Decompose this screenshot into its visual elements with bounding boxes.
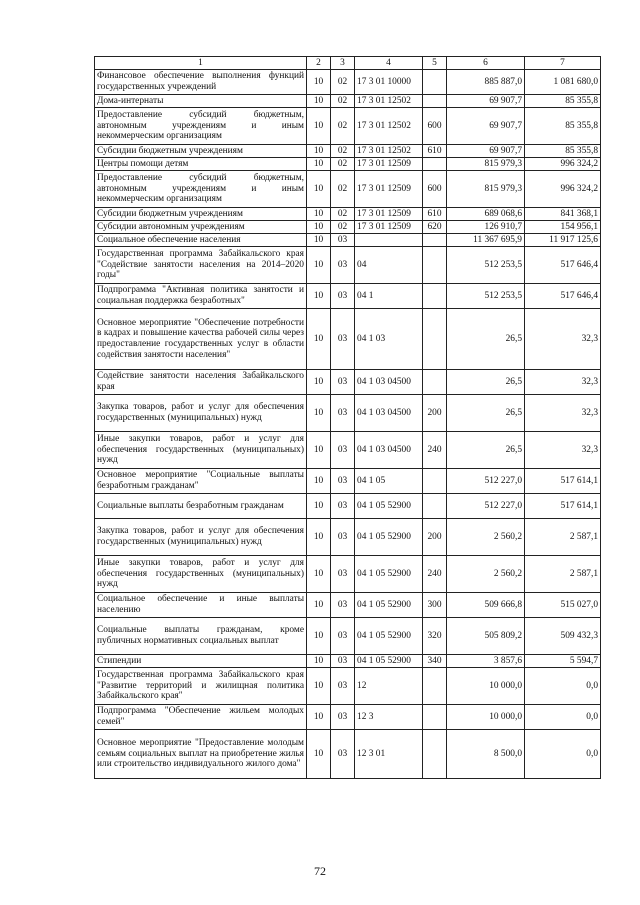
cell-target-article xyxy=(355,234,423,247)
header-row xyxy=(95,57,601,70)
cell-amount-col6: 815 979,3 xyxy=(447,158,525,171)
cell-expense-type xyxy=(423,234,447,247)
cell-target-article: 04 1 05 52900 xyxy=(355,519,423,556)
cell-amount-col6: 69 907,7 xyxy=(447,108,525,145)
cell-razdel: 10 xyxy=(307,145,331,158)
cell-podrazdel: 02 xyxy=(331,221,355,234)
cell-razdel: 10 xyxy=(307,593,331,618)
cell-name: Финансовое обеспечение выполнения функций государственных учреждений xyxy=(95,70,307,95)
cell-amount-col7: 5 594,7 xyxy=(525,655,601,668)
cell-podrazdel: 03 xyxy=(331,519,355,556)
cell-razdel: 10 xyxy=(307,208,331,221)
cell-name: Центры помощи детям xyxy=(95,158,307,171)
table-row xyxy=(95,108,601,145)
cell-razdel: 10 xyxy=(307,247,331,284)
cell-name: Основное мероприятие "Обеспечение потребности в кадрах и повышение качества рабочей силы через предоставление государственных услуг в области содействия занятости населения" xyxy=(95,309,307,370)
cell-podrazdel: 03 xyxy=(331,234,355,247)
cell-target-article: 12 3 xyxy=(355,705,423,730)
cell-podrazdel: 03 xyxy=(331,469,355,494)
cell-amount-col6: 505 809,2 xyxy=(447,618,525,655)
cell-expense-type xyxy=(423,705,447,730)
cell-expense-type: 240 xyxy=(423,556,447,593)
cell-razdel: 10 xyxy=(307,158,331,171)
cell-name: Дома-интернаты xyxy=(95,95,307,108)
cell-amount-col6: 26,5 xyxy=(447,309,525,370)
cell-amount-col7: 32,3 xyxy=(525,432,601,469)
cell-target-article: 04 1 03 xyxy=(355,309,423,370)
cell-amount-col7: 517 614,1 xyxy=(525,494,601,519)
cell-amount-col6: 69 907,7 xyxy=(447,95,525,108)
table-row xyxy=(95,247,601,284)
cell-amount-col6: 126 910,7 xyxy=(447,221,525,234)
table-row xyxy=(95,208,601,221)
cell-name: Предоставление субсидий бюджетным, автономным учреждениям и иным некоммерческим организациям xyxy=(95,108,307,145)
cell-target-article: 17 3 01 10000 xyxy=(355,70,423,95)
cell-podrazdel: 03 xyxy=(331,284,355,309)
cell-amount-col7: 85 355,8 xyxy=(525,95,601,108)
cell-target-article: 04 1 03 04500 xyxy=(355,370,423,395)
cell-expense-type xyxy=(423,730,447,779)
cell-podrazdel: 03 xyxy=(331,593,355,618)
cell-amount-col6: 512 253,5 xyxy=(447,247,525,284)
cell-podrazdel: 03 xyxy=(331,730,355,779)
column-header-6: 6 xyxy=(447,57,525,70)
cell-podrazdel: 03 xyxy=(331,556,355,593)
cell-podrazdel: 03 xyxy=(331,370,355,395)
cell-razdel: 10 xyxy=(307,370,331,395)
cell-razdel: 10 xyxy=(307,108,331,145)
cell-amount-col7: 154 956,1 xyxy=(525,221,601,234)
cell-podrazdel: 03 xyxy=(331,432,355,469)
cell-expense-type: 300 xyxy=(423,593,447,618)
cell-name: Субсидии бюджетным учреждениям xyxy=(95,208,307,221)
cell-expense-type xyxy=(423,284,447,309)
cell-target-article: 04 1 05 52900 xyxy=(355,556,423,593)
cell-amount-col7: 2 587,1 xyxy=(525,556,601,593)
cell-amount-col7: 515 027,0 xyxy=(525,593,601,618)
cell-target-article: 04 1 05 xyxy=(355,469,423,494)
cell-podrazdel: 03 xyxy=(331,668,355,705)
cell-podrazdel: 02 xyxy=(331,208,355,221)
cell-expense-type xyxy=(423,95,447,108)
cell-expense-type: 610 xyxy=(423,208,447,221)
cell-name: Социальные выплаты безработным гражданам xyxy=(95,494,307,519)
table-row xyxy=(95,432,601,469)
cell-amount-col7: 996 324,2 xyxy=(525,171,601,208)
cell-expense-type xyxy=(423,158,447,171)
cell-name: Субсидии автономным учреждениям xyxy=(95,221,307,234)
table-row xyxy=(95,519,601,556)
cell-name: Основное мероприятие "Предоставление молодым семьям социальных выплат на приобретение жилья или строительство индивидуального жилого дома" xyxy=(95,730,307,779)
cell-expense-type xyxy=(423,370,447,395)
table-row xyxy=(95,70,601,95)
cell-expense-type: 320 xyxy=(423,618,447,655)
cell-amount-col7: 1 081 680,0 xyxy=(525,70,601,95)
cell-name: Содействие занятости населения Забайкальского края xyxy=(95,370,307,395)
cell-podrazdel: 03 xyxy=(331,395,355,432)
table-row xyxy=(95,705,601,730)
cell-target-article: 04 1 05 52900 xyxy=(355,494,423,519)
cell-amount-col7: 32,3 xyxy=(525,309,601,370)
cell-razdel: 10 xyxy=(307,705,331,730)
cell-razdel: 10 xyxy=(307,70,331,95)
column-header-3: 3 xyxy=(331,57,355,70)
cell-name: Закупка товаров, работ и услуг для обеспечения государственных (муниципальных) нужд xyxy=(95,519,307,556)
cell-razdel: 10 xyxy=(307,618,331,655)
cell-target-article: 04 1 05 52900 xyxy=(355,593,423,618)
budget-table xyxy=(94,56,601,779)
cell-razdel: 10 xyxy=(307,95,331,108)
table-body xyxy=(95,70,601,779)
table-row xyxy=(95,668,601,705)
cell-podrazdel: 02 xyxy=(331,171,355,208)
table-row xyxy=(95,171,601,208)
cell-podrazdel: 02 xyxy=(331,95,355,108)
cell-amount-col7: 85 355,8 xyxy=(525,108,601,145)
cell-amount-col6: 689 068,6 xyxy=(447,208,525,221)
cell-target-article: 12 xyxy=(355,668,423,705)
cell-razdel: 10 xyxy=(307,432,331,469)
table-row xyxy=(95,593,601,618)
table-row xyxy=(95,145,601,158)
cell-razdel: 10 xyxy=(307,655,331,668)
cell-name: Подпрограмма "Активная политика занятости и социальная поддержка безработных" xyxy=(95,284,307,309)
cell-razdel: 10 xyxy=(307,234,331,247)
table-row xyxy=(95,158,601,171)
cell-amount-col7: 517 614,1 xyxy=(525,469,601,494)
cell-name: Закупка товаров, работ и услуг для обеспечения государственных (муниципальных) нужд xyxy=(95,395,307,432)
cell-expense-type xyxy=(423,494,447,519)
cell-target-article: 17 3 01 12509 xyxy=(355,158,423,171)
cell-target-article: 17 3 01 12502 xyxy=(355,145,423,158)
cell-podrazdel: 02 xyxy=(331,145,355,158)
cell-target-article: 17 3 01 12509 xyxy=(355,208,423,221)
cell-amount-col7: 32,3 xyxy=(525,370,601,395)
cell-amount-col7: 0,0 xyxy=(525,668,601,705)
cell-amount-col6: 512 253,5 xyxy=(447,284,525,309)
cell-target-article: 17 3 01 12502 xyxy=(355,95,423,108)
cell-razdel: 10 xyxy=(307,395,331,432)
cell-target-article: 17 3 01 12509 xyxy=(355,221,423,234)
column-header-4: 4 xyxy=(355,57,423,70)
cell-razdel: 10 xyxy=(307,221,331,234)
cell-amount-col6: 26,5 xyxy=(447,395,525,432)
cell-name: Основное мероприятие "Социальные выплаты безработным гражданам" xyxy=(95,469,307,494)
cell-target-article: 04 1 xyxy=(355,284,423,309)
cell-expense-type: 620 xyxy=(423,221,447,234)
cell-amount-col6: 2 560,2 xyxy=(447,519,525,556)
cell-name: Подпрограмма "Обеспечение жильем молодых семей" xyxy=(95,705,307,730)
column-header-1: 1 xyxy=(95,57,307,70)
table-row xyxy=(95,395,601,432)
table-row xyxy=(95,370,601,395)
cell-expense-type xyxy=(423,309,447,370)
column-header-2: 2 xyxy=(307,57,331,70)
cell-razdel: 10 xyxy=(307,309,331,370)
cell-razdel: 10 xyxy=(307,730,331,779)
cell-amount-col6: 3 857,6 xyxy=(447,655,525,668)
cell-amount-col7: 32,3 xyxy=(525,395,601,432)
table-row xyxy=(95,494,601,519)
cell-amount-col6: 509 666,8 xyxy=(447,593,525,618)
table-row xyxy=(95,221,601,234)
cell-name: Социальное обеспечение населения xyxy=(95,234,307,247)
cell-expense-type xyxy=(423,469,447,494)
cell-amount-col7: 0,0 xyxy=(525,730,601,779)
cell-podrazdel: 03 xyxy=(331,247,355,284)
cell-name: Иные закупки товаров, работ и услуг для обеспечения государственных (муниципальных) нужд xyxy=(95,432,307,469)
cell-podrazdel: 02 xyxy=(331,158,355,171)
cell-amount-col6: 26,5 xyxy=(447,432,525,469)
cell-target-article: 04 1 05 52900 xyxy=(355,655,423,668)
cell-amount-col6: 8 500,0 xyxy=(447,730,525,779)
cell-expense-type: 600 xyxy=(423,108,447,145)
cell-podrazdel: 03 xyxy=(331,618,355,655)
cell-name: Социальные выплаты гражданам, кроме публичных нормативных социальных выплат xyxy=(95,618,307,655)
table-row xyxy=(95,95,601,108)
cell-razdel: 10 xyxy=(307,519,331,556)
cell-razdel: 10 xyxy=(307,284,331,309)
cell-amount-col7: 85 355,8 xyxy=(525,145,601,158)
cell-name: Иные закупки товаров, работ и услуг для обеспечения государственных (муниципальных) нужд xyxy=(95,556,307,593)
cell-amount-col6: 512 227,0 xyxy=(447,494,525,519)
cell-expense-type xyxy=(423,70,447,95)
cell-podrazdel: 03 xyxy=(331,655,355,668)
table-row xyxy=(95,309,601,370)
table-row xyxy=(95,730,601,779)
cell-amount-col6: 815 979,3 xyxy=(447,171,525,208)
cell-target-article: 04 1 03 04500 xyxy=(355,395,423,432)
table-row xyxy=(95,556,601,593)
cell-amount-col6: 11 367 695,9 xyxy=(447,234,525,247)
cell-amount-col6: 10 000,0 xyxy=(447,668,525,705)
table-row xyxy=(95,469,601,494)
cell-amount-col7: 517 646,4 xyxy=(525,284,601,309)
cell-razdel: 10 xyxy=(307,556,331,593)
table-row xyxy=(95,655,601,668)
cell-target-article: 04 1 05 52900 xyxy=(355,618,423,655)
cell-expense-type: 200 xyxy=(423,395,447,432)
cell-razdel: 10 xyxy=(307,668,331,705)
cell-target-article: 17 3 01 12502 xyxy=(355,108,423,145)
cell-amount-col6: 2 560,2 xyxy=(447,556,525,593)
cell-amount-col6: 512 227,0 xyxy=(447,469,525,494)
page-number: 72 xyxy=(314,864,326,878)
cell-name: Государственная программа Забайкальского края "Содействие занятости населения на 2014–2020 годы" xyxy=(95,247,307,284)
cell-podrazdel: 03 xyxy=(331,705,355,730)
cell-amount-col7: 996 324,2 xyxy=(525,158,601,171)
table-row xyxy=(95,234,601,247)
cell-target-article: 04 xyxy=(355,247,423,284)
cell-amount-col7: 11 917 125,6 xyxy=(525,234,601,247)
table-row xyxy=(95,618,601,655)
cell-name: Субсидии бюджетным учреждениям xyxy=(95,145,307,158)
cell-razdel: 10 xyxy=(307,494,331,519)
cell-expense-type: 600 xyxy=(423,171,447,208)
column-header-7: 7 xyxy=(525,57,601,70)
cell-expense-type: 340 xyxy=(423,655,447,668)
cell-name: Стипендии xyxy=(95,655,307,668)
cell-amount-col7: 2 587,1 xyxy=(525,519,601,556)
cell-podrazdel: 03 xyxy=(331,494,355,519)
cell-amount-col7: 841 368,1 xyxy=(525,208,601,221)
cell-podrazdel: 03 xyxy=(331,309,355,370)
cell-target-article: 04 1 03 04500 xyxy=(355,432,423,469)
cell-expense-type: 200 xyxy=(423,519,447,556)
cell-amount-col6: 885 887,0 xyxy=(447,70,525,95)
cell-expense-type xyxy=(423,668,447,705)
cell-name: Государственная программа Забайкальского края "Развитие территорий и жилищная политика Забайкальского края" xyxy=(95,668,307,705)
cell-target-article: 12 3 01 xyxy=(355,730,423,779)
cell-amount-col7: 509 432,3 xyxy=(525,618,601,655)
cell-target-article: 17 3 01 12509 xyxy=(355,171,423,208)
cell-razdel: 10 xyxy=(307,469,331,494)
cell-amount-col7: 517 646,4 xyxy=(525,247,601,284)
cell-expense-type: 240 xyxy=(423,432,447,469)
cell-name: Предоставление субсидий бюджетным, автономным учреждениям и иным некоммерческим организациям xyxy=(95,171,307,208)
cell-amount-col6: 69 907,7 xyxy=(447,145,525,158)
cell-amount-col7: 0,0 xyxy=(525,705,601,730)
cell-amount-col6: 26,5 xyxy=(447,370,525,395)
cell-expense-type xyxy=(423,247,447,284)
cell-razdel: 10 xyxy=(307,171,331,208)
cell-podrazdel: 02 xyxy=(331,108,355,145)
table-row xyxy=(95,284,601,309)
cell-podrazdel: 02 xyxy=(331,70,355,95)
cell-amount-col6: 10 000,0 xyxy=(447,705,525,730)
column-header-5: 5 xyxy=(423,57,447,70)
cell-name: Социальное обеспечение и иные выплаты населению xyxy=(95,593,307,618)
cell-expense-type: 610 xyxy=(423,145,447,158)
